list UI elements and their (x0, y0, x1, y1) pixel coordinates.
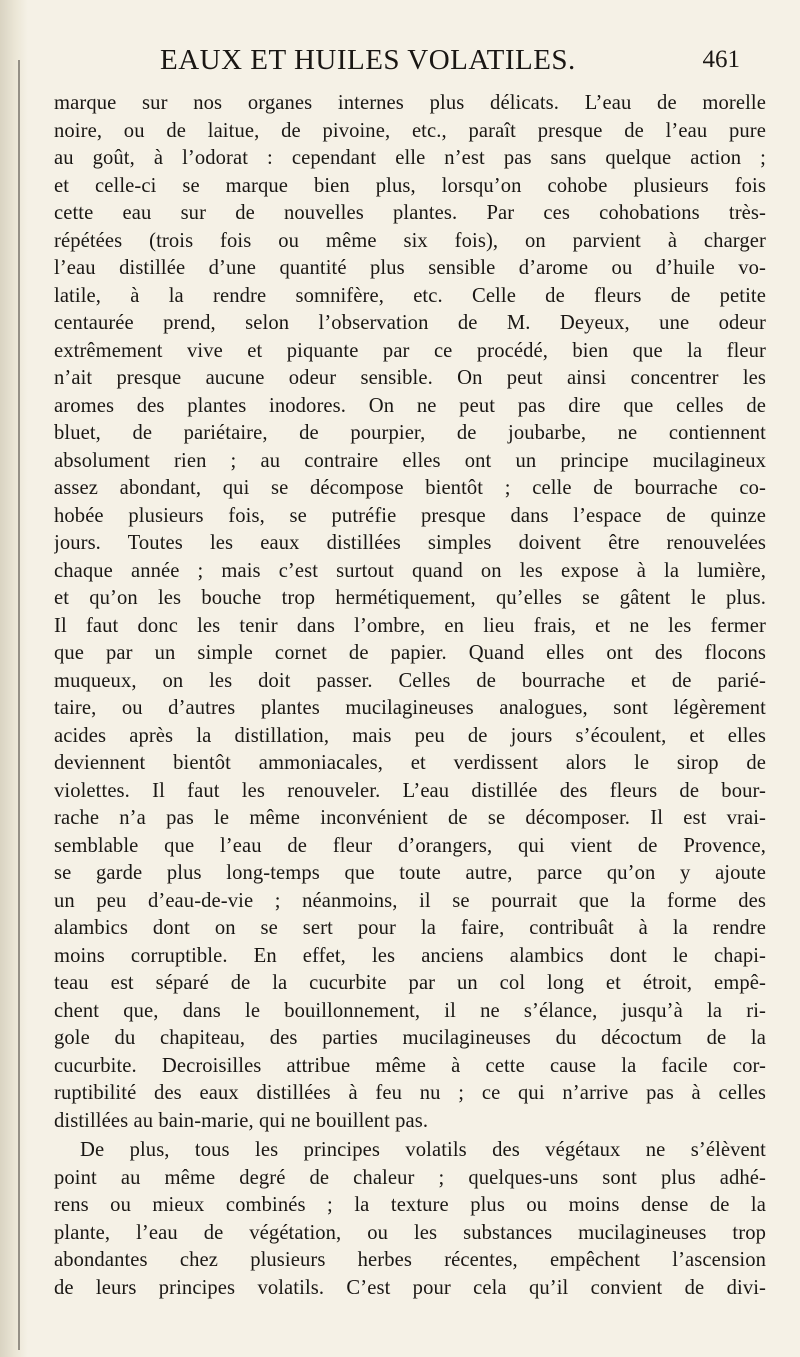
text-line: deviennent bientôt ammoniacales, et verdissent alors le sirop de (54, 752, 766, 774)
text-line: muqueux, on les doit passer. Celles de bourrache et de parié- (54, 669, 766, 692)
text-line: de leurs principes volatils. C’est pour cela qu’il convient de divi- (54, 1276, 766, 1299)
text-line: taire, ou d’autres plantes mucilagineuses analogues, sont légèrement (54, 697, 766, 719)
text-line: et qu’on les bouche trop hermétiquement, qu’elles se gâtent le plus. (54, 587, 766, 609)
body-text (54, 90, 766, 1302)
text-line: marque sur nos organes internes plus délicats. L’eau de morelle (54, 92, 766, 114)
text-line: distillées au bain-marie, qui ne bouillent pas. (54, 1109, 429, 1132)
text-line: extrêmement vive et piquante par ce procédé, bien que la fleur (54, 339, 766, 362)
text-line: cette eau sur de nouvelles plantes. Par ces cohobations très- (54, 202, 766, 224)
text-line: latile, à la rendre somnifère, etc. Celle de fleurs de petite (54, 284, 766, 307)
text-line: alambics dont on se sert pour la faire, contribuât à la rendre (54, 917, 766, 939)
page-number: 461 (702, 46, 740, 73)
text-line: que par un simple cornet de papier. Quand elles ont des flocons (54, 642, 766, 664)
text-line: violettes. Il faut les renouveler. L’eau distillée des fleurs de bour- (54, 779, 766, 802)
text-line: bluet, de pariétaire, de pourpier, de joubarbe, ne contiennent (54, 422, 766, 444)
page-header (160, 44, 740, 84)
binding-gutter-line (18, 60, 20, 1350)
text-line: absolument rien ; au contraire elles ont un principe mucilagineux (54, 449, 766, 472)
text-line: point au même degré de chaleur ; quelques-uns sont plus adhé- (54, 1166, 766, 1189)
text-line: l’eau distillée d’une quantité plus sensible d’arome ou d’huile vo- (54, 257, 766, 279)
text-line: centaurée prend, selon l’observation de M. Deyeux, une odeur (54, 312, 766, 334)
text-line: De plus, tous les principes volatils des végétaux ne s’élèvent (80, 1139, 766, 1161)
text-line: gole du chapiteau, des parties mucilagineuses du décoctum de la (54, 1027, 766, 1049)
text-line: chent que, dans le bouillonnement, il ne s’élance, jusqu’à la ri- (54, 999, 766, 1022)
text-line: teau est séparé de la cucurbite par un col long et étroit, empê- (54, 972, 766, 994)
text-line: chaque année ; mais c’est surtout quand on les expose à la lumière, (54, 559, 766, 582)
text-line: jours. Toutes les eaux distillées simples doivent être renouvelées (54, 532, 766, 554)
text-line: répétées (trois fois ou même six fois), on parvient à charger (54, 229, 766, 252)
text-line: hobée plusieurs fois, se putréfie presque dans l’espace de quinze (54, 504, 766, 527)
text-line: se garde plus long-temps que toute autre, parce qu’on y ajoute (54, 862, 766, 884)
text-line: rens ou mieux combinés ; la texture plus ou moins dense de la (54, 1194, 766, 1216)
text-line: moins corruptible. En effet, les anciens alambics dont le chapi- (54, 944, 766, 967)
running-title: EAUX ET HUILES VOLATILES. (160, 44, 576, 76)
text-line: cucurbite. Decroisilles attribue même à cette cause la facile cor- (54, 1054, 766, 1077)
text-line: Il faut donc les tenir dans l’ombre, en lieu frais, et ne les fermer (54, 614, 766, 637)
text-line: et celle-ci se marque bien plus, lorsqu’on cohobe plusieurs fois (54, 174, 766, 197)
text-line: abondantes chez plusieurs herbes récentes, empêchent l’ascension (54, 1249, 766, 1271)
page-edge-shadow (0, 0, 28, 1357)
text-line: un peu d’eau-de-vie ; néanmoins, il se pourrait que la forme des (54, 889, 766, 912)
text-line: assez abondant, qui se décompose bientôt ; celle de bourrache co- (54, 477, 766, 499)
text-line: plante, l’eau de végétation, ou les substances mucilagineuses trop (54, 1221, 766, 1244)
text-line: semblable que l’eau de fleur d’orangers, qui vient de Provence, (54, 834, 766, 857)
text-line: au goût, à l’odorat : cependant elle n’est pas sans quelque action ; (54, 147, 766, 169)
text-line: acides après la distillation, mais peu de jours s’écoulent, et elles (54, 724, 766, 747)
text-line: noire, ou de laitue, de pivoine, etc., paraît presque de l’eau pure (54, 119, 766, 142)
text-line: aromes des plantes inodores. On ne peut pas dire que celles de (54, 394, 766, 417)
text-line: ruptibilité des eaux distillées à feu nu ; ce qui n’arrive pas à celles (54, 1082, 766, 1104)
text-line: n’ait presque aucune odeur sensible. On peut ainsi concentrer les (54, 367, 766, 389)
text-line: rache n’a pas le même inconvénient de se décomposer. Il est vrai- (54, 807, 766, 829)
